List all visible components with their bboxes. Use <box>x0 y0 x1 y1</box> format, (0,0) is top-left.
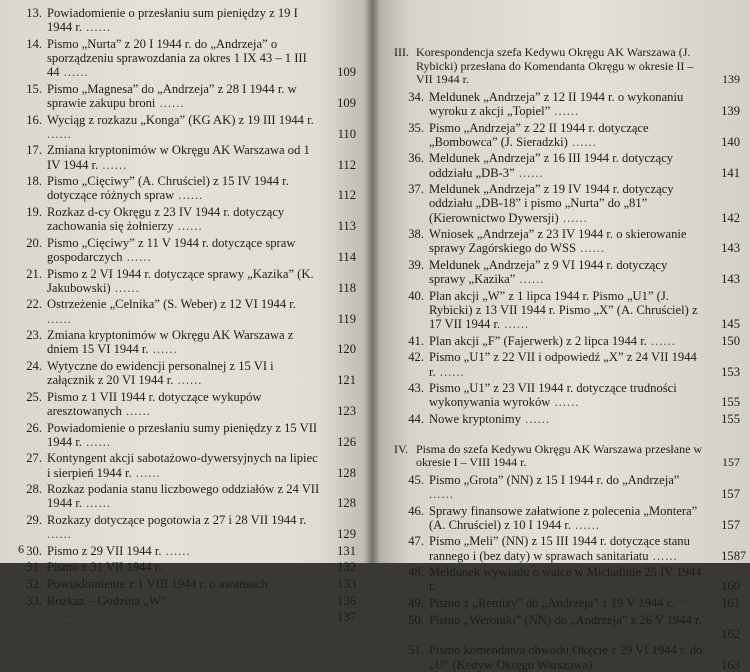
toc-entry <box>394 504 740 532</box>
entry-page-number: 139 <box>721 103 740 118</box>
entry-title: Wyciąg z rozkazu „Konga” (KG AK) z 19 III 1944 r. <box>47 112 314 127</box>
entry-page-number: 157 <box>721 486 740 501</box>
entry-body <box>47 297 356 325</box>
entry-number: 41. <box>408 333 424 348</box>
entry-body <box>429 258 740 286</box>
section-body <box>416 46 740 87</box>
entry-body <box>429 151 740 179</box>
entry-number: 32. <box>26 576 42 591</box>
toc-entry <box>394 643 740 671</box>
toc-entry <box>394 412 740 426</box>
toc-entry <box>16 82 356 110</box>
toc-entry <box>16 236 356 264</box>
entry-body <box>47 594 356 608</box>
entry-number: 38. <box>408 227 424 242</box>
entry-page-number: 163 <box>721 657 740 672</box>
dot-leader: ...... <box>47 311 72 326</box>
entry-page-number: 153 <box>721 364 740 379</box>
entry-title: Powiadomienie z 1 VIII 1944 r. o awansach <box>47 576 268 591</box>
dot-leader: ...... <box>81 496 112 511</box>
entry-title: Meldunek „Andrzeja” z 9 VI 1944 r. dotyczący sprawy „Kazika” <box>429 257 668 287</box>
entry-title: Wniosek „Andrzeja” z 23 IV 1944 r. o skierowanie sprawy Zagórskiego do WSS <box>429 227 687 256</box>
entry-title: Pismo z 1 VII 1944 r. dotyczące wykupów aresztowanych <box>47 389 262 418</box>
entry-body <box>47 205 356 233</box>
entry-body <box>429 381 740 409</box>
dot-leader: ...... <box>174 188 204 203</box>
toc-entry <box>16 513 356 541</box>
entry-body <box>429 182 740 225</box>
entry-title: Pismo „Andrzeja” z 22 II 1944 r. dotyczące „Bombowca” (J. Sieradzki) <box>429 120 649 149</box>
book-gutter <box>364 0 380 563</box>
entry-title: Meldunek wywiadu o walce w Michalinie 25 IV 1944 r. <box>429 565 702 594</box>
dot-leader: ...... <box>267 576 297 591</box>
entry-title: Pismo „Weroniki” (NN) do „Andrzeja” z 26 V 1944 r. <box>429 612 702 627</box>
entry-title: Pismo z 31 VII 1944 r. <box>47 560 162 575</box>
toc-entry <box>394 596 740 610</box>
dot-leader: ...... <box>155 96 185 110</box>
entry-page-number: 113 <box>337 219 356 234</box>
section-title: Pisma do szefa Kedywu Okręgu AK Warszawa przesłane w okresie I – VIII 1944 r. <box>416 441 703 470</box>
entry-page-number: 132 <box>337 560 356 575</box>
entry-body <box>47 113 356 141</box>
toc-entry <box>16 594 356 608</box>
entry-body <box>47 577 356 591</box>
dot-leader: ...... <box>47 610 72 625</box>
entry-body <box>47 236 356 264</box>
entry-number: 20. <box>26 235 42 250</box>
dot-leader: ...... <box>515 272 545 287</box>
toc-entry <box>394 565 740 593</box>
entry-body <box>47 451 356 479</box>
right-page <box>372 0 750 672</box>
entry-number: 17. <box>26 143 42 158</box>
dot-leader: ...... <box>121 403 151 418</box>
entry-title: Meldunek „Andrzeja” z 19 IV 1944 r. dotyczący oddziału „DB-18” i pismo „Nurta” do „81” (Kierownictwo Dywersji) <box>429 182 674 225</box>
entry-page-number: 141 <box>721 165 740 180</box>
entry-title: Plan akcji „F” (Fajerwerk) z 2 lipca 1944 r. <box>429 333 647 348</box>
entry-title: Kontyngent akcji sabotażowo-dywersyjnych na lipiec i sierpień 1944 r. <box>47 451 318 480</box>
entry-number: 48. <box>408 565 424 580</box>
entry-body <box>429 289 740 332</box>
entry-number: 28. <box>26 482 42 497</box>
entry-page-number: 160 <box>721 579 740 594</box>
entry-page-number: 114 <box>337 249 356 264</box>
entry-body <box>429 534 740 562</box>
entry-title: Rozkaz – Godzina „W” <box>47 593 167 608</box>
entry-body <box>47 143 356 171</box>
dot-leader: ...... <box>47 126 72 141</box>
entry-title: Wytyczne do ewidencji personalnej z 15 VI i załącznik z 20 VI 1944 r. <box>47 358 274 388</box>
entry-body <box>47 37 356 80</box>
entry-title: Powiadomienie o przesłaniu sum pieniędzy z 19 I 1944 r. <box>47 6 298 35</box>
entry-body <box>429 90 740 118</box>
entry-number: 39. <box>408 257 424 272</box>
entry-body <box>47 421 356 449</box>
dot-leader: ...... <box>161 543 191 558</box>
entry-number: 27. <box>26 451 42 466</box>
entry-number: 24. <box>26 358 42 373</box>
dot-leader: ...... <box>122 249 152 264</box>
entry-title: Pismo „Magnesa” do „Andrzeja” z 28 I 1944 r. w sprawie zakupu broni <box>47 81 297 110</box>
toc-entry <box>394 334 740 348</box>
toc-entry <box>16 577 356 591</box>
dot-leader: ...... <box>173 373 203 388</box>
entry-title: Rozkaz d-cy Okręgu z 23 IV 1944 r. dotyczący zachowania się żołnierzy <box>47 204 285 234</box>
toc-entry <box>16 390 356 418</box>
dot-leader: ...... <box>81 434 112 449</box>
entry-number: 40. <box>408 288 424 303</box>
toc-entry <box>394 289 740 332</box>
dot-leader: ...... <box>435 364 465 379</box>
entry-title: Ostrzeżenie „Celnika” (S. Weber) z 12 VI 1944 r. <box>47 297 296 312</box>
entry-title: Pismo „Nurta” z 20 I 1944 r. do „Andrzeja” o sporządzeniu sprawozdania za okres 1 IX 43 – 1 III 44 <box>47 36 307 80</box>
entry-page-number: 142 <box>721 210 740 225</box>
entry-number: 37. <box>408 182 424 197</box>
toc-entry <box>394 258 740 286</box>
entry-body <box>429 473 740 501</box>
entry-page-number: 162 <box>721 626 740 641</box>
dot-leader: ...... <box>148 342 178 357</box>
entry-body <box>429 334 740 348</box>
entry-page-number: 158 <box>721 548 740 563</box>
entry-number: 16. <box>26 112 42 127</box>
entry-body <box>429 504 740 532</box>
entry-number: 26. <box>26 420 42 435</box>
dot-leader: ...... <box>673 595 703 610</box>
toc-entry <box>16 267 356 295</box>
entry-page-number: 112 <box>337 188 356 203</box>
entry-title: Pismo z 29 VII 1944 r. <box>47 543 162 558</box>
dot-leader: ...... <box>648 548 678 563</box>
entry-page-number: 110 <box>337 126 356 141</box>
entry-number: 42. <box>408 350 424 365</box>
entry-body <box>47 328 356 356</box>
entry-body <box>47 82 356 110</box>
toc-entry <box>394 121 740 149</box>
entry-body <box>47 267 356 295</box>
entry-page-number: 120 <box>337 342 356 357</box>
dot-leader: ...... <box>110 280 140 295</box>
entry-page-number: 109 <box>337 96 356 110</box>
entry-number: 25. <box>26 389 42 404</box>
dot-leader: ...... <box>131 465 161 480</box>
dot-leader: ...... <box>173 219 203 234</box>
dot-leader: ...... <box>550 395 580 410</box>
entry-body <box>429 565 740 593</box>
entry-number: 21. <box>26 266 42 281</box>
entry-number: 15. <box>26 81 42 96</box>
toc-entry <box>16 451 356 479</box>
dot-leader: ...... <box>59 65 89 80</box>
section-number: IV. <box>394 441 409 456</box>
dot-leader: ...... <box>646 333 676 348</box>
toc-entry <box>16 421 356 449</box>
entry-page-number: 157 <box>721 517 740 532</box>
entry-page-number: 129 <box>337 527 356 542</box>
dot-leader: ...... <box>500 317 530 332</box>
dot-leader: ...... <box>514 165 544 180</box>
entry-number: 35. <box>408 120 424 135</box>
toc-entry <box>394 90 740 118</box>
entry-title: Pismo „Meli” (NN) z 15 III 1944 r. dotyczące stanu rannego i (bez daty) w sprawach sanitariatu <box>429 534 690 563</box>
entry-body <box>429 596 740 610</box>
page-number-left: 6 <box>18 542 24 556</box>
entry-number: 19. <box>26 204 42 219</box>
dot-leader: ...... <box>98 157 128 172</box>
entry-title: Nowe kryptonimy <box>429 411 521 426</box>
toc-entry <box>394 381 740 409</box>
entry-body <box>429 350 740 378</box>
contents-list-left <box>16 6 356 624</box>
toc-entry <box>16 482 356 510</box>
section-heading <box>394 46 740 87</box>
entry-page-number: 136 <box>337 593 356 608</box>
entry-number: 13. <box>26 6 42 20</box>
toc-entry <box>394 613 740 641</box>
entry-number: 22. <box>26 297 42 312</box>
section-spacer <box>394 429 740 443</box>
dot-leader: ...... <box>81 20 112 35</box>
dot-leader: ...... <box>576 241 606 256</box>
toc-entry <box>16 544 356 558</box>
entry-page-number: 143 <box>721 272 740 287</box>
entry-body <box>429 613 740 641</box>
entry-page-number: 121 <box>337 373 356 388</box>
entry-body <box>47 544 356 558</box>
entry-body <box>47 6 356 34</box>
entry-body <box>47 174 356 202</box>
entry-number: 34. <box>408 89 424 104</box>
toc-entry <box>16 143 356 171</box>
entry-page-number: 112 <box>337 157 356 172</box>
entry-page-number: 145 <box>721 317 740 332</box>
entry-title: Powiadomienie o przesłaniu sumy pieniędzy z 15 VII 1944 r. <box>47 420 318 449</box>
entry-body <box>47 610 356 624</box>
toc-entry <box>16 6 356 34</box>
entry-number: 44. <box>408 411 424 426</box>
entry-number: 29. <box>26 512 42 527</box>
dot-leader: ...... <box>429 626 454 641</box>
entry-page-number: 119 <box>337 311 356 326</box>
dot-leader: ...... <box>429 486 454 501</box>
left-page <box>0 0 372 625</box>
dot-leader: ...... <box>571 517 601 532</box>
entry-page-number: 131 <box>337 543 356 558</box>
section-number: III. <box>394 45 409 59</box>
toc-entry <box>16 113 356 141</box>
entry-number: 51. <box>408 643 424 658</box>
toc-entry <box>16 37 356 80</box>
entry-number: 49. <box>408 595 424 610</box>
entry-number: 31. <box>26 560 42 575</box>
entry-number: 46. <box>408 503 424 518</box>
dot-leader: ...... <box>550 103 580 118</box>
entry-title: Zmiana kryptonimów w Okręgu AK Warszawa z dniem 15 VI 1944 r. <box>47 328 294 357</box>
toc-entry <box>394 350 740 378</box>
entry-title: Meldunek „Andrzeja” z 12 II 1944 r. o wykonaniu wyroku z akcji „Topiel” <box>429 89 684 118</box>
toc-entry <box>16 560 356 574</box>
toc-entry <box>394 534 740 562</box>
entry-title: Plan akcji „W” z 1 lipca 1944 r. Pismo „U1” (J. Rybicki) z 13 VII 1944 r. Pismo „X” (A. Chruściel) z 17 VII 1944 r. <box>429 288 698 332</box>
dot-leader: ...... <box>47 527 72 542</box>
entry-number: 50. <box>408 612 424 627</box>
entry-body <box>47 359 356 387</box>
section-title: Korespondencja szefa Kedywu Okręgu AK Warszawa (J. Rybicki) przesłana do Komendanta Okręgu w okresie II – VII 1944 r. <box>416 45 694 87</box>
entry-title: Pismo komendanta obwodu Okęcie z 29 VI 1944 r. do „U” (Kedyw Okręgu Warszawa) <box>429 643 703 672</box>
entry-title: Sprawy finansowe załatwione z polecenia „Montera” (A. Chruściel) z 10 I 1944 r. <box>429 503 698 532</box>
entry-number: 30. <box>26 543 42 558</box>
entry-number: 36. <box>408 151 424 166</box>
entry-title: Meldunek „Andrzeja” z 16 III 1944 r. dotyczący oddziału „DB-3” <box>429 151 674 180</box>
toc-entry <box>394 473 740 501</box>
entry-body <box>47 390 356 418</box>
dot-leader: ...... <box>521 411 551 426</box>
section-heading <box>394 443 740 470</box>
entry-number: 18. <box>26 174 42 189</box>
toc-entry <box>16 174 356 202</box>
dot-leader: ...... <box>166 593 196 608</box>
entry-page-number: 150 <box>721 333 740 348</box>
section-page-number: 157 <box>722 455 740 470</box>
entry-number: 14. <box>26 36 42 51</box>
dot-leader: ...... <box>592 657 622 672</box>
entry-title: Rozkaz podania stanu liczbowego oddziałów z 24 VII 1944 r. <box>47 482 320 511</box>
toc-entry <box>16 359 356 387</box>
entry-body <box>429 412 740 426</box>
entry-body <box>429 643 740 671</box>
entry-title: Pismo z 2 VI 1944 r. dotyczące sprawy „Kazika” (K. Jakubowski) <box>47 266 314 295</box>
entry-page-number: 128 <box>337 496 356 511</box>
entry-page-number: 155 <box>721 411 740 426</box>
entry-page-number: 123 <box>337 403 356 418</box>
entry-page-number: 128 <box>337 465 356 480</box>
toc-entry <box>16 328 356 356</box>
page-number-right: 7 <box>740 548 746 562</box>
section-body <box>416 443 740 470</box>
entry-title: Zmiana kryptonimów w Okręgu AK Warszawa od 1 IV 1944 r. <box>47 143 310 172</box>
entry-body <box>429 227 740 255</box>
dot-leader: ...... <box>558 210 588 225</box>
entry-page-number: 161 <box>721 595 740 610</box>
entry-title: Pismo „Cięciwy” z 11 V 1944 r. dotyczące spraw gospodarczych <box>47 235 296 264</box>
section-page-number: 139 <box>722 72 740 87</box>
entry-number: 43. <box>408 381 424 396</box>
entry-number: 47. <box>408 534 424 549</box>
entry-title: Pismo „U1” z 23 VII 1944 r. dotyczące trudności wykonywania wyroków <box>429 381 677 410</box>
entry-page-number: 137 <box>337 610 356 625</box>
entry-body <box>429 121 740 149</box>
toc-entry <box>394 151 740 179</box>
toc-entry <box>394 227 740 255</box>
dot-leader: ...... <box>567 134 597 149</box>
dot-leader: ...... <box>161 560 191 575</box>
entry-body <box>47 560 356 574</box>
entry-title: Rozkazy dotyczące pogotowia z 27 i 28 VII 1944 r. <box>47 512 307 527</box>
toc-entry <box>394 182 740 225</box>
entry-title: Pismo „U1” z 22 VII i odpowiedź „X” z 24 VII 1944 r. <box>429 350 697 379</box>
entry-page-number: 133 <box>337 576 356 591</box>
entry-page-number: 140 <box>721 134 740 149</box>
entry-title: Pismo „Grota” (NN) z 15 I 1944 r. do „Andrzeja” <box>429 472 680 487</box>
entry-page-number: 143 <box>721 241 740 256</box>
entry-number: 23. <box>26 328 42 343</box>
toc-entry <box>16 610 356 624</box>
entry-number: 33. <box>26 593 42 608</box>
entry-page-number: 118 <box>337 280 356 295</box>
entry-body <box>47 482 356 510</box>
entry-body <box>47 513 356 541</box>
entry-title: Pismo z „Remizy” do „Andrzeja” z 19 V 1944 r. <box>429 595 674 610</box>
entry-page-number: 109 <box>337 65 356 80</box>
toc-entry <box>16 205 356 233</box>
toc-entry <box>16 297 356 325</box>
entry-number: 45. <box>408 472 424 487</box>
entry-page-number: 126 <box>337 434 356 449</box>
dot-leader: ...... <box>435 579 465 594</box>
entry-title: Pismo „Cięciwy” (A. Chruściel) z 15 IV 1944 r. dotyczące różnych spraw <box>47 174 289 203</box>
contents-list-right <box>394 46 740 672</box>
entry-page-number: 155 <box>721 395 740 410</box>
